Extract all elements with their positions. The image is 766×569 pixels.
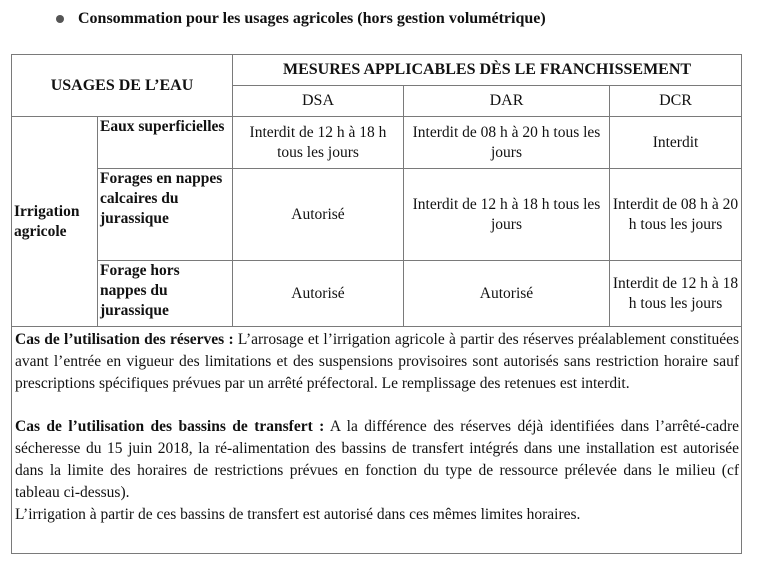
cell-dar: Interdit de 08 h à 20 h tous les jours	[404, 117, 610, 169]
cell-dcr: Interdit	[610, 117, 742, 169]
cell-dcr: Interdit de 12 h à 18 h tous les jours	[610, 261, 742, 327]
bullet-icon	[56, 15, 64, 23]
cell-dsa: Autorisé	[233, 261, 404, 327]
cell-dcr: Interdit de 08 h à 20 h tous les jours	[610, 169, 742, 261]
column-header-dar: DAR	[404, 86, 610, 117]
table-row	[12, 117, 742, 169]
bassins-paragraph	[15, 416, 739, 504]
measures-header: MESURES APPLICABLES DÈS LE FRANCHISSEMENT	[233, 55, 742, 86]
reserves-title: Cas de l’utilisation des réserves :	[15, 331, 234, 348]
usage-label: Irrigation agricole	[12, 117, 98, 327]
resource-label: Forages en nappes calcaires du jurassique	[98, 169, 233, 261]
cell-dar: Autorisé	[404, 261, 610, 327]
cell-dsa: Autorisé	[233, 169, 404, 261]
table-row	[12, 261, 742, 327]
usage-header: USAGES DE L’EAU	[12, 55, 233, 117]
column-header-dsa: DSA	[233, 86, 404, 117]
cell-dsa: Interdit de 12 h à 18 h tous les jours	[233, 117, 404, 169]
reserves-paragraph	[15, 329, 739, 395]
section-heading	[56, 10, 546, 28]
cell-dar: Interdit de 12 h à 18 h tous les jours	[404, 169, 610, 261]
bassins-title: Cas de l’utilisation des bassins de transfert :	[15, 418, 325, 435]
notes-box	[11, 325, 742, 554]
section-heading-text: Consommation pour les usages agricoles (hors gestion volumétrique)	[78, 10, 546, 27]
column-header-dcr: DCR	[610, 86, 742, 117]
table-row	[12, 169, 742, 261]
resource-label: Eaux superficielles	[98, 117, 233, 169]
bassins-text: A la différence des réserves déjà identifiées dans l’arrêté-cadre sécheresse du 15 juin 2018, la ré-alimentation des bassins de transfert intégrés dans une installation est autorisée dans la limite des horaires de restrictions prévues en fonction du type de ressource prélevée dans le milieu (cf tableau ci-dessus).	[15, 418, 739, 501]
resource-label: Forage hors nappes du jurassique	[98, 261, 233, 327]
bassins-footer: L’irrigation à partir de ces bassins de transfert est autorisé dans ces mêmes limites horaires.	[15, 506, 581, 523]
reserves-text: L’arrosage et l’irrigation agricole à partir des réserves préalablement constituées avant l’entrée en vigueur des limitations et des suspensions provisoires sont autorisés sans restriction horaire sauf prescriptions spécifiques prévues par un arrêté préfectoral. Le remplissage des retenues est interdit.	[15, 331, 740, 392]
restrictions-table	[11, 54, 742, 327]
